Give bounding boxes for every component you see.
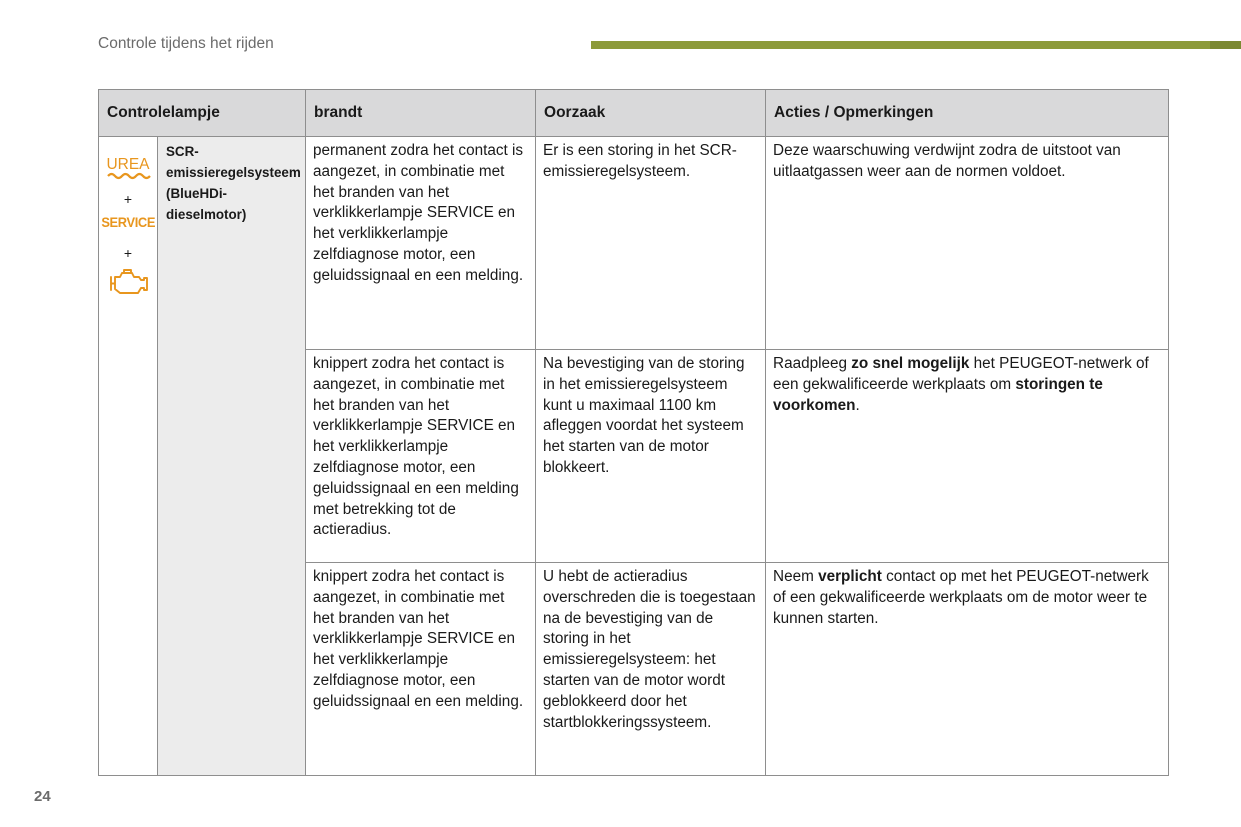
page-header-title: Controle tijdens het rijden [98,35,274,52]
column-header-controlelampje: Controlelampje [99,90,306,137]
acties-cell [766,563,1169,776]
plus-sign: + [123,245,133,261]
warning-light-table [98,89,1169,776]
acties-emphasis: zo snel mogelijk [851,355,970,372]
indicator-icons-cell [99,137,158,776]
acties-cell: Deze waarschuwing verdwijnt zodra de uitstoot van uitlaatgassen weer aan de normen voldoet. [766,137,1169,350]
header-accent-bar [591,41,1241,49]
acties-text: het PEUGEOT-netwerk of een gekwalificeerde werkplaats om [773,355,1149,393]
service-warning-icon: SERVICE [101,214,155,230]
brandt-cell: permanent zodra het contact is aangezet, in combinatie met het branden van het verklikkerlampje SERVICE en het verklikkerlampje zelfdiagnose motor, een geluidssignaal en een melding. [306,137,536,350]
column-header-oorzaak: Oorzaak [536,90,766,137]
acties-emphasis: verplicht [818,568,882,585]
brandt-cell: knippert zodra het contact is aangezet, in combinatie met het branden van het verklikkerlampje SERVICE en het verklikkerlampje zelfdiagnose motor, een geluidssignaal en een melding. [306,563,536,776]
page-number: 24 [34,788,51,805]
acties-emphasis: storingen te voorkomen [773,375,1103,414]
system-name-cell: SCR-emissieregelsysteem (BlueHDi-dieselmotor) [158,137,306,776]
table-header-row [99,90,1169,137]
acties-cell [766,350,1169,563]
acties-text: . [855,396,860,414]
engine-diagnosis-icon [107,268,149,298]
acties-text: contact op met het PEUGEOT-netwerk of een gekwalificeerde werkplaats om de motor weer te kunnen starten. [773,568,1149,627]
brandt-cell: knippert zodra het contact is aangezet, in combinatie met het branden van het verklikkerlampje SERVICE en het verklikkerlampje zelfdiagnose motor, een geluidssignaal en een melding met betrekking tot de actieradius. [306,350,536,563]
urea-label: UREA [106,156,150,173]
oorzaak-cell: Na bevestiging van de storing in het emissieregelsysteem kunt u maximaal 1100 km afleggen voordat het systeem het starten van de motor blokkeert. [536,350,766,563]
column-header-brandt: brandt [306,90,536,137]
header-accent-bar-end [1210,41,1241,49]
oorzaak-cell: Er is een storing in het SCR-emissieregelsysteem. [536,137,766,350]
acties-text: Neem [773,568,819,585]
column-header-acties: Acties / Opmerkingen [766,90,1169,137]
acties-text: Raadpleeg [773,355,852,372]
urea-warning-icon [105,155,151,185]
plus-sign: + [123,191,133,207]
oorzaak-cell: U hebt de actieradius overschreden die is toegestaan na de bevestiging van de storing in het emissieregelsysteem: het starten van de motor wordt geblokkeerd door het startblokkeringssysteem. [536,563,766,776]
table-row [99,137,1169,350]
